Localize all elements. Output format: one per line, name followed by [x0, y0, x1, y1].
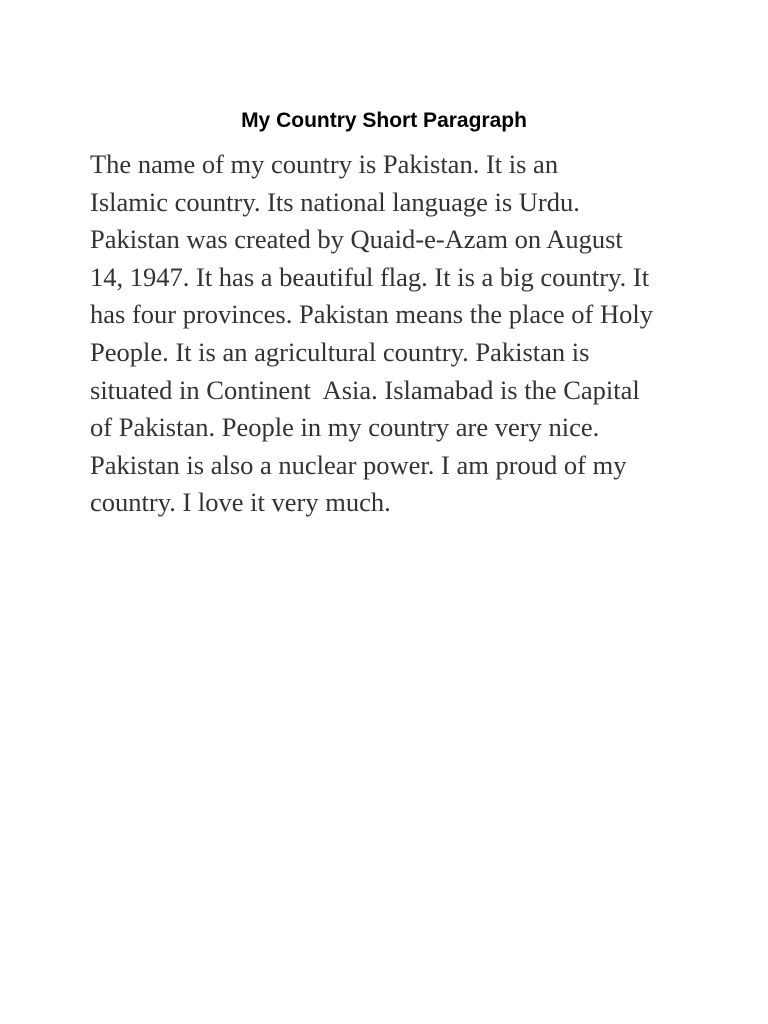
paragraph-line: Pakistan is also a nuclear power. I am proud of my — [90, 449, 627, 480]
paragraph-line: People. It is an agricultural country. Pakistan is — [90, 336, 590, 367]
paragraph-line: Islamic country. Its national language is Urdu. — [90, 186, 580, 217]
paragraph-line: The name of my country is Pakistan. It is an — [90, 149, 559, 179]
paragraph-line: situated in Continent Asia. Islamabad is the Capital — [90, 374, 640, 405]
paragraph-line: Pakistan was created by Quaid-e-Azam on August — [90, 224, 623, 255]
paragraph-line: has four provinces. Pakistan means the place of Holy — [90, 299, 653, 330]
paragraph-line: 14, 1947. It has a beautiful flag. It is a big country. It — [90, 261, 650, 292]
paragraph-line: of Pakistan. People in my country are very nice. — [90, 412, 600, 443]
page-title: My Country Short Paragraph — [241, 109, 527, 132]
paragraph — [90, 146, 690, 522]
paragraph-line: country. I love it very much. — [90, 487, 391, 518]
